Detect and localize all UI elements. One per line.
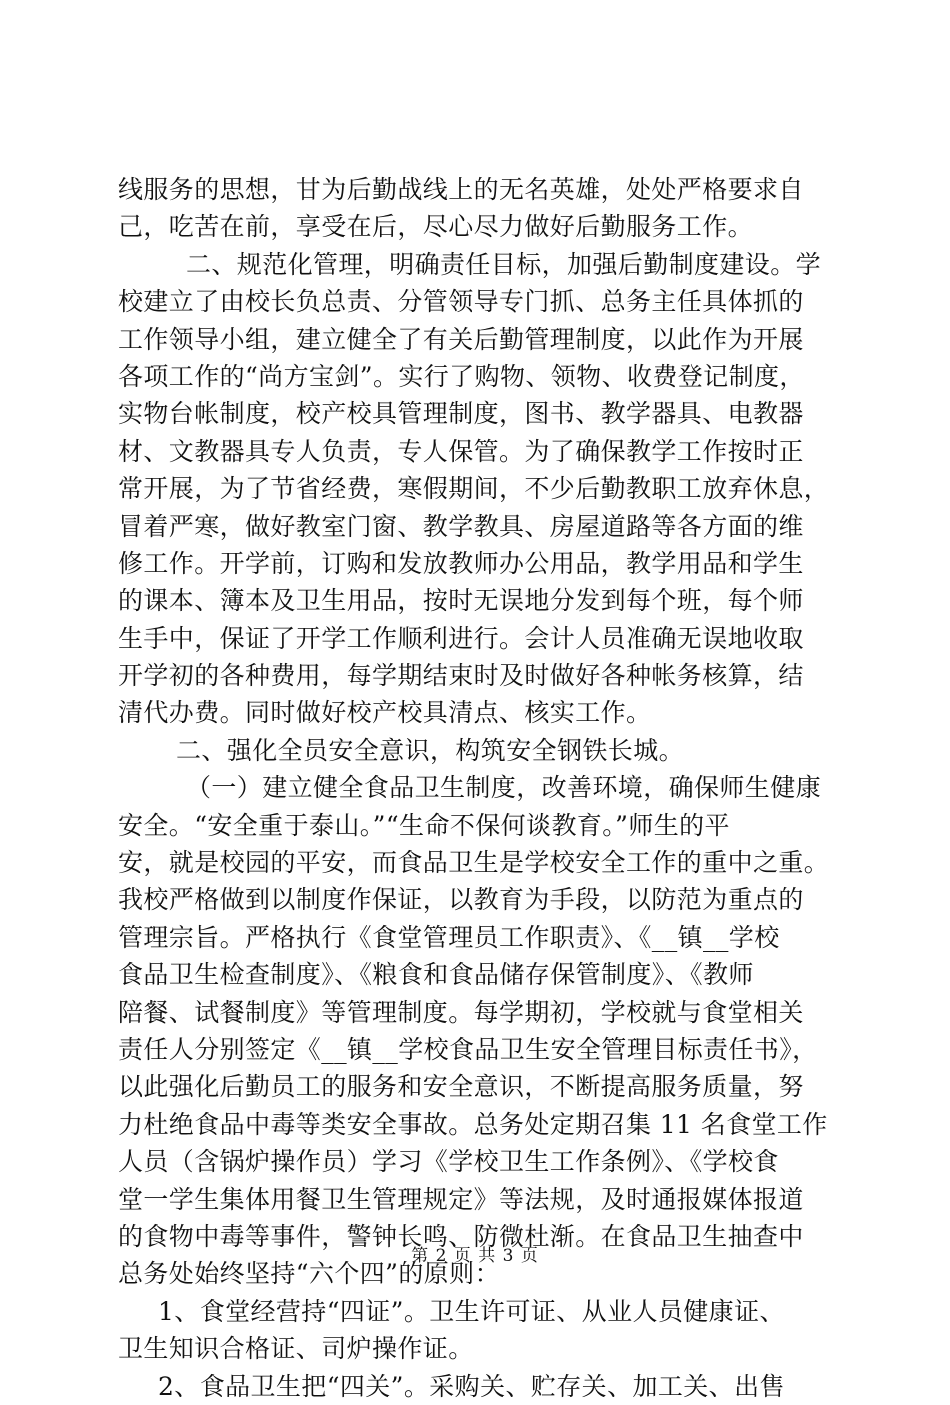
text-line: 己，吃苦在前，享受在后，尽心尽力做好后勤服务工作。 [118,212,754,242]
text-line: 人员（含锅炉操作员）学习《学校卫生工作条例》、《学校食 [118,1147,779,1177]
text-line: 校建立了由校长负总责、分管领导专门抓、总务主任具体抓的 [118,287,804,317]
text-line: 工作领导小组，建立健全了有关后勤管理制度，以此作为开展 [118,324,804,354]
section-heading: 二、强化全员安全意识，构筑安全钢铁长城。 [176,735,685,765]
text-line: 线服务的思想，甘为后勤战线上的无名英雄，处处严格要求自 [118,175,804,204]
text-line: 清代办费。同时做好校产校具清点、核实工作。 [118,698,652,728]
subsection-heading: （一）建立健全食品卫生制度，改善环境，确保师生健康 [186,773,822,803]
text-line: 堂一学生集体用餐卫生管理规定》等法规，及时通报媒体报道 [118,1184,804,1214]
text-line: 卫生知识合格证、司炉操作证。 [118,1334,474,1364]
text-line: 责任人分别签定《__镇__学校食品卫生安全管理目标责任书》， [118,1034,818,1064]
list-item-first-line: 1、食堂经营持“四证”。卫生许可证、从业人员健康证、 [158,1296,785,1326]
list-item-first-line: 2、食品卫生把“四关”。采购关、贮存关、加工关、出售 [158,1371,785,1401]
text-line: 力杜绝食品中毒等类安全事故。总务处定期召集 11 名食堂工作 [118,1109,828,1139]
paragraph-first-line: 二、规范化管理，明确责任目标，加强后勤制度建设。学 [186,249,822,279]
text-line: 材、文教器具专人负责，专人保管。为了确保教学工作按时正 [118,436,804,466]
text-line: 的食物中毒等事件，警钟长鸣、防微杜渐。在食品卫生抽查中 [118,1221,804,1251]
text-line: 总务处始终坚持“六个四”的原则： [118,1259,500,1289]
text-line: 的课本、簿本及卫生用品，按时无误地分发到每个班，每个师 [118,586,804,616]
page-number-footer: 第 2 页 共 3 页 [411,1246,539,1266]
text-line: 实物台帐制度，校产校具管理制度，图书、教学器具、电教器 [118,399,804,429]
text-line: 修工作。开学前，订购和发放教师办公用品，教学用品和学生 [118,548,804,578]
text-line: 安，就是校园的平安，而食品卫生是学校安全工作的重中之重。 [118,848,830,878]
body-text [118,171,838,1405]
text-line: 安全。“安全重于泰山。”“生命不保何谈教育。”师生的平 [118,810,730,840]
text-line: 生手中，保证了开学工作顺利进行。会计人员准确无误地收取 [118,623,804,653]
text-line: 冒着严寒，做好教室门窗、教学教具、房屋道路等各方面的维 [118,511,804,541]
text-line: 开学初的各种费用，每学期结束时及时做好各种帐务核算，结 [118,661,804,691]
text-line: 各项工作的“尚方宝剑”。实行了购物、领物、收费登记制度， [118,361,805,391]
text-line: 管理宗旨。严格执行《食堂管理员工作职责》、《__镇__学校 [118,922,780,952]
text-line: 常开展，为了节省经费，寒假期间，不少后勤教职工放弃休息， [118,474,830,504]
text-line: 我校严格做到以制度作保证，以教育为手段，以防范为重点的 [118,885,804,915]
text-line: 以此强化后勤员工的服务和安全意识，不断提高服务质量，努 [118,1072,804,1102]
text-line: 食品卫生检查制度》、《粮食和食品储存保管制度》、《教师 [118,960,754,990]
text-line: 陪餐、试餐制度》等管理制度。每学期初，学校就与食堂相关 [118,997,804,1027]
